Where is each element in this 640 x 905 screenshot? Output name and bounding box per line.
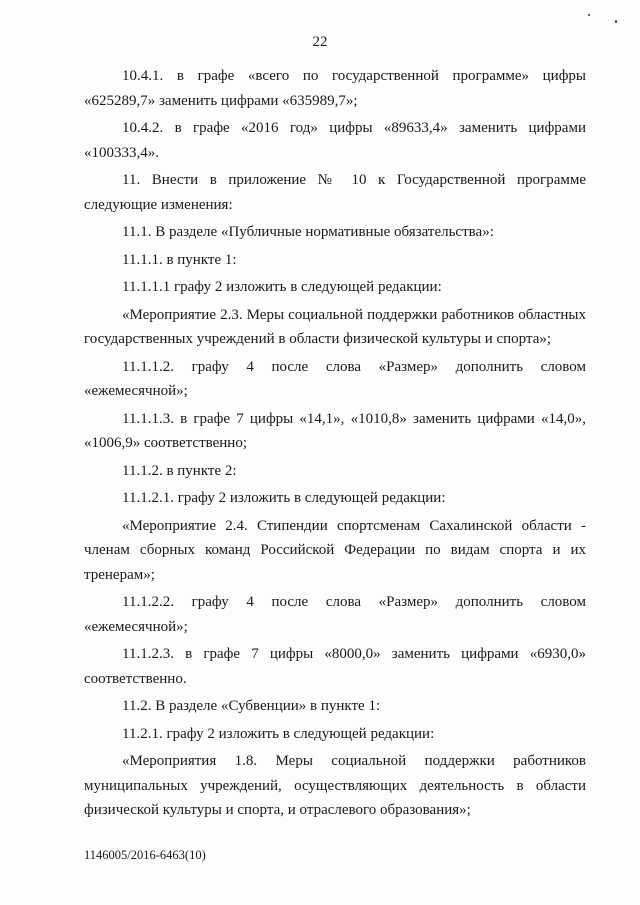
paragraph-11-1-2-1: 11.1.2.1. графу 2 изложить в следующей редакции: — [122, 490, 446, 506]
paragraph-11-1-1: 11.1.1. в пункте 1: — [122, 251, 237, 268]
paragraph-11-1-2-2: 11.1.2.2. графу 4 после слова «Размер» дополнить словом «ежемесячной»; — [84, 594, 586, 635]
paragraph-11-2: 11.2. В разделе «Субвенции» в пункте 1: — [122, 698, 381, 714]
scan-speck — [615, 20, 617, 23]
page-number: 22 — [312, 34, 328, 50]
document-registration-code: 1146005/2016-6463(10) — [84, 848, 206, 862]
quote-measure-1-8: «Мероприятия 1.8. Меры социальной поддержки работников муниципальных учреждений, осуществляющих деятельность в области физической культуры и спорта, и отраслевого образования»; — [84, 753, 586, 818]
paragraph-11-1: 11.1. В разделе «Публичные нормативные обязательства»: — [122, 224, 494, 240]
paragraph-10-4-2: 10.4.2. в графе «2016 год» цифры «89633,4» заменить цифрами «100333,4». — [84, 120, 586, 161]
quote-measure-2-4: «Мероприятие 2.4. Стипендии спортсменам Сахалинской области - членам сборных команд Российской Федерации по видам спорта и их тренерам»; — [84, 517, 586, 583]
paragraph-11-1-2-3: 11.1.2.3. в графе 7 цифры «8000,0» заменить цифрами «6930,0» соответственно. — [84, 646, 586, 687]
paragraph-11-1-2: 11.1.2. в пункте 2: — [122, 462, 237, 479]
scan-speck — [588, 14, 590, 16]
paragraph-11-1-1-2: 11.1.1.2. графу 4 после слова «Размер» дополнить словом «ежемесячной»; — [84, 358, 586, 399]
document-body — [84, 64, 586, 826]
quote-measure-2-3: «Мероприятие 2.3. Меры социальной поддержки работников областных государственных учреждений в области физической культуры и спорта»; — [84, 306, 586, 347]
paragraph-11: 11. Внести в приложение № 10 к Государственной программе следующие изменения: — [84, 172, 586, 213]
paragraph-11-2-1: 11.2.1. графу 2 изложить в следующей редакции: — [122, 725, 435, 742]
paragraph-11-1-1-3: 11.1.1.3. в графе 7 цифры «14,1», «1010,8» заменить цифрами «14,0», «1006,9» соответственно; — [84, 410, 586, 451]
paragraph-10-4-1: 10.4.1. в графе «всего по государственной программе» цифры «625289,7» заменить цифрами «635989,7»; — [84, 68, 586, 109]
paragraph-11-1-1-1: 11.1.1.1 графу 2 изложить в следующей редакции: — [122, 279, 442, 295]
